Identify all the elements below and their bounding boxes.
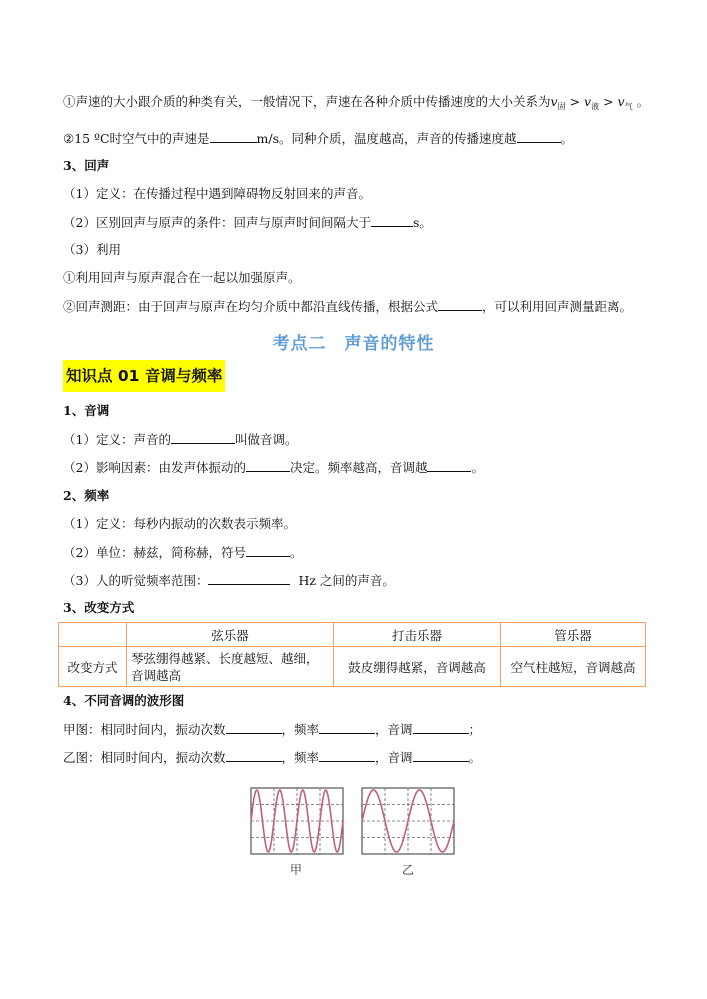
pitch-heading: 1、音调 (63, 403, 110, 418)
table-header-cell (59, 623, 127, 647)
blank-temperature-speed[interactable] (517, 130, 561, 143)
pitch-factor: （2）影响因素：由发声体振动的 决定。频率越高，音调越 。 (63, 460, 484, 475)
waveform-figure (250, 786, 460, 858)
hearing-range: （3）人的听觉频率范围： Hz 之间的声音。 (63, 573, 395, 588)
echo-use-heading: （3）利用 (63, 242, 121, 257)
blank-yi-frequency[interactable] (319, 749, 375, 762)
string-instrument-cell: 琴弦绷得越紧、长度越短、越细， 音调越高 (127, 647, 334, 687)
table-header-cell: 打击乐器 (334, 623, 501, 647)
wind-instrument-cell: 空气柱越短，音调越高 (501, 647, 646, 687)
blank-pitch-higher[interactable] (427, 459, 471, 472)
blank-hearing-range[interactable] (208, 572, 290, 585)
blank-pitch-factor[interactable] (246, 459, 290, 472)
waveform-heading: 4、不同音调的波形图 (63, 693, 185, 708)
table-header-cell: 管乐器 (501, 623, 646, 647)
frequency-definition: （1）定义：每秒内振动的次数表示频率。 (63, 516, 296, 531)
knowledge-tag: 知识点 01 音调与频率 (63, 360, 225, 392)
jia-waveform (251, 788, 343, 854)
yi-line: 乙图：相同时间内，振动次数 ，频率 ，音调 。 (63, 750, 482, 765)
table-row (59, 647, 646, 687)
jia-caption: 甲 (290, 863, 303, 877)
instrument-table (58, 622, 646, 687)
blank-jia-count[interactable] (226, 721, 282, 734)
yi-caption: 乙 (402, 863, 415, 877)
blank-air-speed[interactable] (210, 130, 257, 143)
frequency-heading: 2、频率 (63, 488, 110, 503)
echo-use-1: ①利用回声与原声混合在一起以加强原声。 (63, 270, 301, 285)
blank-frequency-symbol[interactable] (246, 544, 290, 557)
percussion-cell: 鼓皮绷得越紧，音调越高 (334, 647, 501, 687)
blank-yi-pitch[interactable] (413, 749, 469, 762)
row-label: 改变方式 (59, 647, 127, 687)
blank-jia-frequency[interactable] (319, 721, 375, 734)
echo-definition: （1）定义：在传播过程中遇到障碍物反射回来的声音。 (63, 186, 371, 201)
blank-echo-formula[interactable] (438, 298, 482, 311)
section-title: 考点二 声音的特性 (272, 334, 435, 354)
jia-line: 甲图：相同时间内，振动次数 ，频率 ，音调 ； (63, 722, 482, 737)
echo-condition-line: （2）区别回声与原声的条件：回声与原声时间间隔大于 s。 (63, 215, 432, 230)
blank-pitch-definition[interactable] (171, 431, 235, 444)
yi-waveform (362, 788, 454, 854)
blank-echo-interval[interactable] (371, 214, 413, 227)
frequency-unit: （2）单位：赫兹，简称赫，符号 。 (63, 545, 303, 560)
change-heading: 3、改变方式 (63, 600, 135, 615)
echo-heading: 3、回声 (63, 158, 110, 173)
pitch-definition: （1）定义：声音的 叫做音调。 (63, 432, 298, 447)
echo-use-2: ②回声测距：由于回声与原声在均匀介质中都沿直线传播，根据公式 ，可以利用回声测量距离。 (63, 299, 633, 314)
blank-yi-count[interactable] (226, 749, 282, 762)
blank-jia-pitch[interactable] (413, 721, 469, 734)
air-speed-line: ②15 ºC时空气中的声速是 m/s。同种介质，温度越高，声音的传播速度越 。 (63, 131, 574, 146)
table-header-row (59, 623, 646, 647)
speed-relation-line: ①声速的大小跟介质的种类有关，一般情况下，声速在各种介质中传播速度的大小关系为$v_固 > v_液 > v_气$ 。 (63, 94, 650, 111)
table-header-cell: 弦乐器 (127, 623, 334, 647)
